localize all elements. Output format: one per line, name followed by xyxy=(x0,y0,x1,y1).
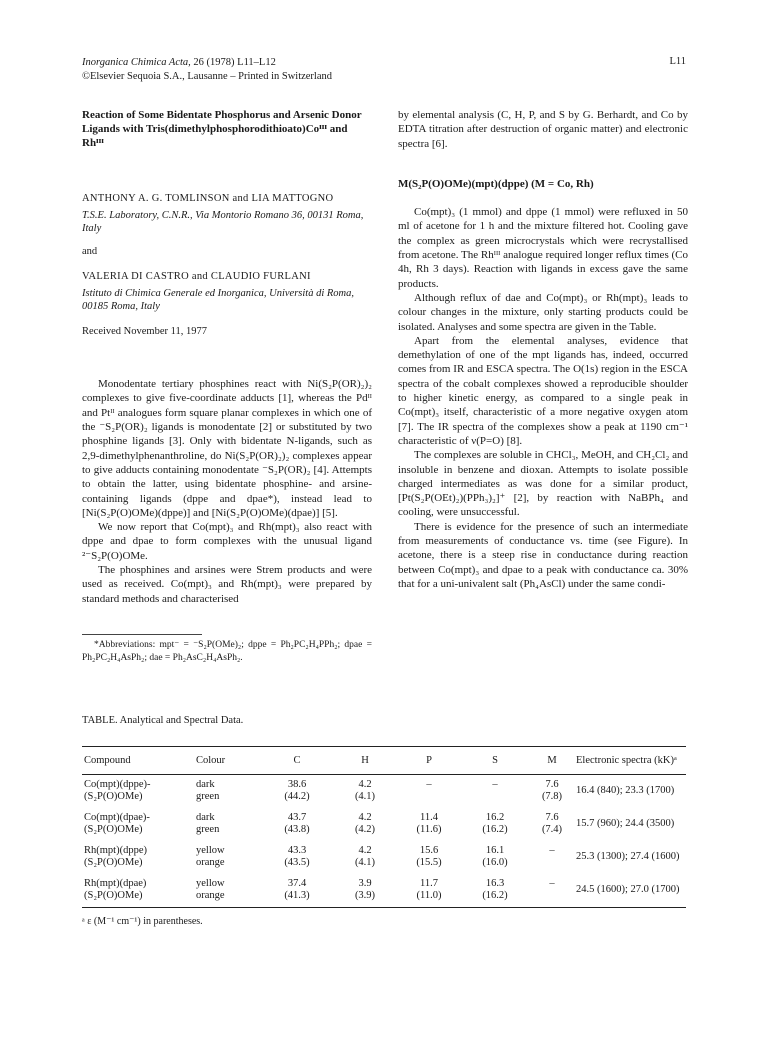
cell-line: yellow xyxy=(196,877,225,889)
cell-p xyxy=(398,841,460,874)
cell-s xyxy=(460,774,530,808)
column-header: M xyxy=(530,747,574,775)
cell-s xyxy=(460,874,530,908)
paragraph: We now report that Co(mpt)₃ and Rh(mpt)₃ also react with dppe and dpae to form complexes with the unusual ligand ²⁻S₂P(O)OMe. xyxy=(82,521,372,562)
section-heading: M(S₂P(O)OMe)(mpt)(dppe) (M = Co, Rh) xyxy=(398,177,594,190)
cell-line: 7.6 xyxy=(545,778,559,790)
paragraph: by elemental analysis (C, H, P, and S by G. Berhardt, and Co by EDTA titration after destruction of organic matter) and electronic spectra [6]. xyxy=(398,109,688,150)
cell-line: (11.0) xyxy=(416,890,442,901)
table-row xyxy=(82,874,686,908)
column-header: Colour xyxy=(194,747,262,775)
cell-c xyxy=(262,774,332,808)
cell-m xyxy=(530,774,574,808)
paragraph: Monodentate tertiary phosphines react with Ni(S₂P(OR)₂)₂ complexes to give five-coordinate adducts [1], whereas the Pdᴵᴵ and Ptᴵᴵ analogues form square planar complexes in which one of the ⁻S₂P(OR)₂ ligands is monodentate [2] or substituted by two phosphine ligands [3]. Only with bidentate N-ligands, such as 2,9-dimethylphenanthroline, do Ni(S₂P(OR)₂)₂ complexes appear to give adducts containing monodentate ⁻S₂P(OR)₂ [4]. Attempts to obtain the latter, using bidentate phosphine- and arsine- containing ligands (dppe and dpae*), instead lead to [Ni(S₂P(O)OMe)(dppe)] and [Ni(S₂P(O)OMe)(dpae)] [5]. xyxy=(82,378,372,519)
cell-line: 3.9 xyxy=(358,877,372,889)
cell-line: (4.1) xyxy=(354,791,376,802)
cell-line xyxy=(400,791,458,804)
journal-name: Inorganica Chimica Acta, xyxy=(82,57,191,68)
paragraph: Although reflux of dae and Co(mpt)₃ or Rh(mpt)₃ leads to colour changes in the mixture, only starting products could be isolated. Analyses and some spectra are given in the Table. xyxy=(398,291,688,333)
cell-line: (16.2) xyxy=(482,824,508,835)
cell-line: (S₂P(O)OMe) xyxy=(84,824,143,835)
cell-compound xyxy=(82,874,194,908)
cell-line: (11.6) xyxy=(416,824,442,835)
authors-group-1: ANTHONY A. G. TOMLINSON and LIA MATTOGNO xyxy=(82,193,334,204)
cell-line: 16.3 xyxy=(485,877,505,889)
column-header: C xyxy=(262,747,332,775)
table-body xyxy=(82,774,686,907)
cell-line: Rh(mpt)(dppe) xyxy=(84,844,147,856)
table-row xyxy=(82,841,686,874)
cell-line: orange xyxy=(196,857,225,868)
cell-spectra: 25.3 (1300); 27.4 (1600) xyxy=(576,850,680,862)
cell-line xyxy=(462,791,528,804)
column-header: P xyxy=(398,747,460,775)
cell-h xyxy=(332,874,398,908)
left-body xyxy=(82,377,372,606)
table-footnote: ᵃ ε (M⁻¹ cm⁻¹) in parentheses. xyxy=(82,916,203,927)
cell-line: 11.4 xyxy=(420,811,438,823)
paragraph: Co(mpt)₃ (1 mmol) and dppe (1 mmol) were refluxed in 50 ml of acetone for 1 h and the mixture filtered hot. Cooling gave the complex as green microcrystals which were recrystallised from acetone. The Rhᴵᴵᴵ analogue required longer reflux times (Co 4h, Rh 3 days). Reaction with ligands in excess gave the same products. xyxy=(398,206,688,290)
cell-line: 4.2 xyxy=(358,778,372,790)
cell-line: (43.8) xyxy=(284,824,310,835)
cell-line: 37.4 xyxy=(287,877,307,889)
cell-line: (3.9) xyxy=(354,890,376,901)
cell-colour xyxy=(194,774,262,808)
cell-s xyxy=(460,808,530,841)
footnote-abbreviations: *Abbreviations: mpt⁻ = ⁻S₂P(OMe)₂; dppe = Ph₂PC₂H₄PPh₂; dpae = Ph₂PC₂H₄AsPh₂; dae = Ph₂AsC₂H₄AsPh₂. xyxy=(82,639,372,663)
cell-line: 7.6 xyxy=(545,811,559,823)
cell-line: 43.3 xyxy=(287,844,307,856)
cell-m xyxy=(530,808,574,841)
analytical-data-table xyxy=(82,746,686,908)
cell-spectra: 24.5 (1600); 27.0 (1700) xyxy=(574,874,686,908)
cell-c xyxy=(262,808,332,841)
left-column xyxy=(82,108,372,665)
cell-line: (S₂P(O)OMe) xyxy=(84,791,143,802)
table-row xyxy=(82,808,686,841)
cell-h xyxy=(332,774,398,808)
right-column xyxy=(398,108,688,591)
journal-citation: 26 (1978) L11–L12 xyxy=(190,57,276,68)
cell-h xyxy=(332,808,398,841)
cell-compound xyxy=(82,841,194,874)
affiliation-1: T.S.E. Laboratory, C.N.R., Via Montorio Romano 36, 00131 Roma, Italy xyxy=(82,210,364,235)
cell-line: (44.2) xyxy=(284,791,310,802)
cell-line: (S₂P(O)OMe) xyxy=(84,857,143,868)
cell-line: orange xyxy=(196,890,225,901)
column-header: H xyxy=(332,747,398,775)
page-number: L11 xyxy=(669,56,686,67)
cell-spectra: 15.7 (960); 24.4 (3500) xyxy=(576,817,675,829)
cell-line: 4.2 xyxy=(358,811,372,823)
table-header-row xyxy=(82,747,686,775)
cell-line: dark xyxy=(196,778,215,790)
cell-spectra: 16.4 (840); 23.3 (1700) xyxy=(576,784,675,796)
cell-line: 4.2 xyxy=(358,844,372,856)
paragraph: There is evidence for the presence of such an intermediate from measurements of conductance vs. time (see Figure). In acetone, there is a steep rise in conductance during reaction between Co(mpt)₃ and dpae to a peak with conductance ca. 30% that for a uni-univalent salt (Ph₄AsCl) under the same condi- xyxy=(398,520,688,590)
authors-group-2: VALERIA DI CASTRO and CLAUDIO FURLANI xyxy=(82,270,311,282)
cell-p xyxy=(398,874,460,908)
cell-line: (43.5) xyxy=(284,857,310,868)
cell-c xyxy=(262,841,332,874)
cell-line: 16.1 xyxy=(485,844,505,856)
paragraph: Apart from the elemental analyses, evidence that demethylation of one of the mpt ligands has, indeed, occurred comes from IR and ESCA spectra. The O(1s) region in the ESCA spectra of the cobalt complexes showed a reproducible shoulder to higher kinetic energy, as compared to a single peak in Co(mpt)₃ itself, characteristic of a more negative oxygen atom [7]. The IR spectra of the complexes show a peak at 1190 cm⁻¹ characteristic of ν(P=O) [8]. xyxy=(398,334,688,447)
column-header: S xyxy=(460,747,530,775)
cell-line: (4.2) xyxy=(354,824,376,835)
cell-line: 38.6 xyxy=(287,778,307,790)
cell-line: yellow xyxy=(196,844,225,856)
cell-line: – xyxy=(492,778,498,790)
cell-colour xyxy=(194,808,262,841)
cell-line: (4.1) xyxy=(354,857,376,868)
paragraph: The phosphines and arsines were Strem products and were used as received. Co(mpt)₃ and Rh(mpt)₃ were prepared by standard methods and characterised xyxy=(82,564,372,605)
affiliation-2: Istituto di Chimica Generale ed Inorganica, Università di Roma, 00185 Roma, Italy xyxy=(82,287,354,312)
cell-line: Co(mpt)(dpae)- xyxy=(84,811,150,823)
cell-line: – xyxy=(549,877,555,889)
cell-line: (7.4) xyxy=(541,824,563,835)
cell-line: green xyxy=(196,824,220,835)
received-date: Received November 11, 1977 xyxy=(82,325,207,337)
cell-line: (16.2) xyxy=(482,890,508,901)
cell-line: dark xyxy=(196,811,215,823)
cell-line: Co(mpt)(dppe)- xyxy=(84,778,151,790)
cell-line xyxy=(532,890,572,903)
cell-line xyxy=(532,857,572,870)
cell-line: 11.7 xyxy=(420,877,438,889)
cell-m xyxy=(530,841,574,874)
cell-p xyxy=(398,774,460,808)
cell-colour xyxy=(194,841,262,874)
cell-h xyxy=(332,841,398,874)
cell-line: 43.7 xyxy=(287,811,307,823)
column-header: Compound xyxy=(82,747,194,775)
cell-line: 16.2 xyxy=(485,811,505,823)
cell-line: – xyxy=(549,844,555,856)
cell-line: (7.8) xyxy=(541,791,563,802)
cell-line: Rh(mpt)(dpae) xyxy=(84,877,147,889)
publisher-line: ©Elsevier Sequoia S.A., Lausanne – Printed in Switzerland xyxy=(82,71,333,82)
cell-line: – xyxy=(426,778,432,790)
cell-colour xyxy=(194,874,262,908)
column-header: Electronic spectra (kK)ᵃ xyxy=(574,747,686,775)
cell-compound xyxy=(82,774,194,808)
cell-line: (41.3) xyxy=(284,890,310,901)
cell-line: 15.6 xyxy=(419,844,439,856)
article-title: Reaction of Some Bidentate Phosphorus and Arsenic Donor Ligands with Tris(dimethylphosphorodithioato)Coᴵᴵᴵ and Rhᴵᴵᴵ xyxy=(82,109,362,149)
cell-line: green xyxy=(196,791,220,802)
cell-p xyxy=(398,808,460,841)
footnote-divider xyxy=(82,634,202,635)
cell-s xyxy=(460,841,530,874)
running-header xyxy=(82,56,332,84)
table-row xyxy=(82,774,686,808)
cell-m xyxy=(530,874,574,908)
cell-line: (16.0) xyxy=(482,857,508,868)
cell-line: (S₂P(O)OMe) xyxy=(84,890,143,901)
cell-line: (15.5) xyxy=(416,857,442,868)
table-caption: TABLE. Analytical and Spectral Data. xyxy=(82,715,244,726)
cell-c xyxy=(262,874,332,908)
cell-compound xyxy=(82,808,194,841)
and-separator: and xyxy=(82,246,98,258)
paragraph: The complexes are soluble in CHCl₃, MeOH, and CH₂Cl₂ and insoluble in benzene and dioxan. Attempts to isolate possible charged intermediates as was done for a similar product, [Pt(S₂P(OEt)₂)(PPh₃)₂]⁺ [2], by reaction with NaBPh₄ and cooling, were unsuccessful. xyxy=(398,449,688,519)
